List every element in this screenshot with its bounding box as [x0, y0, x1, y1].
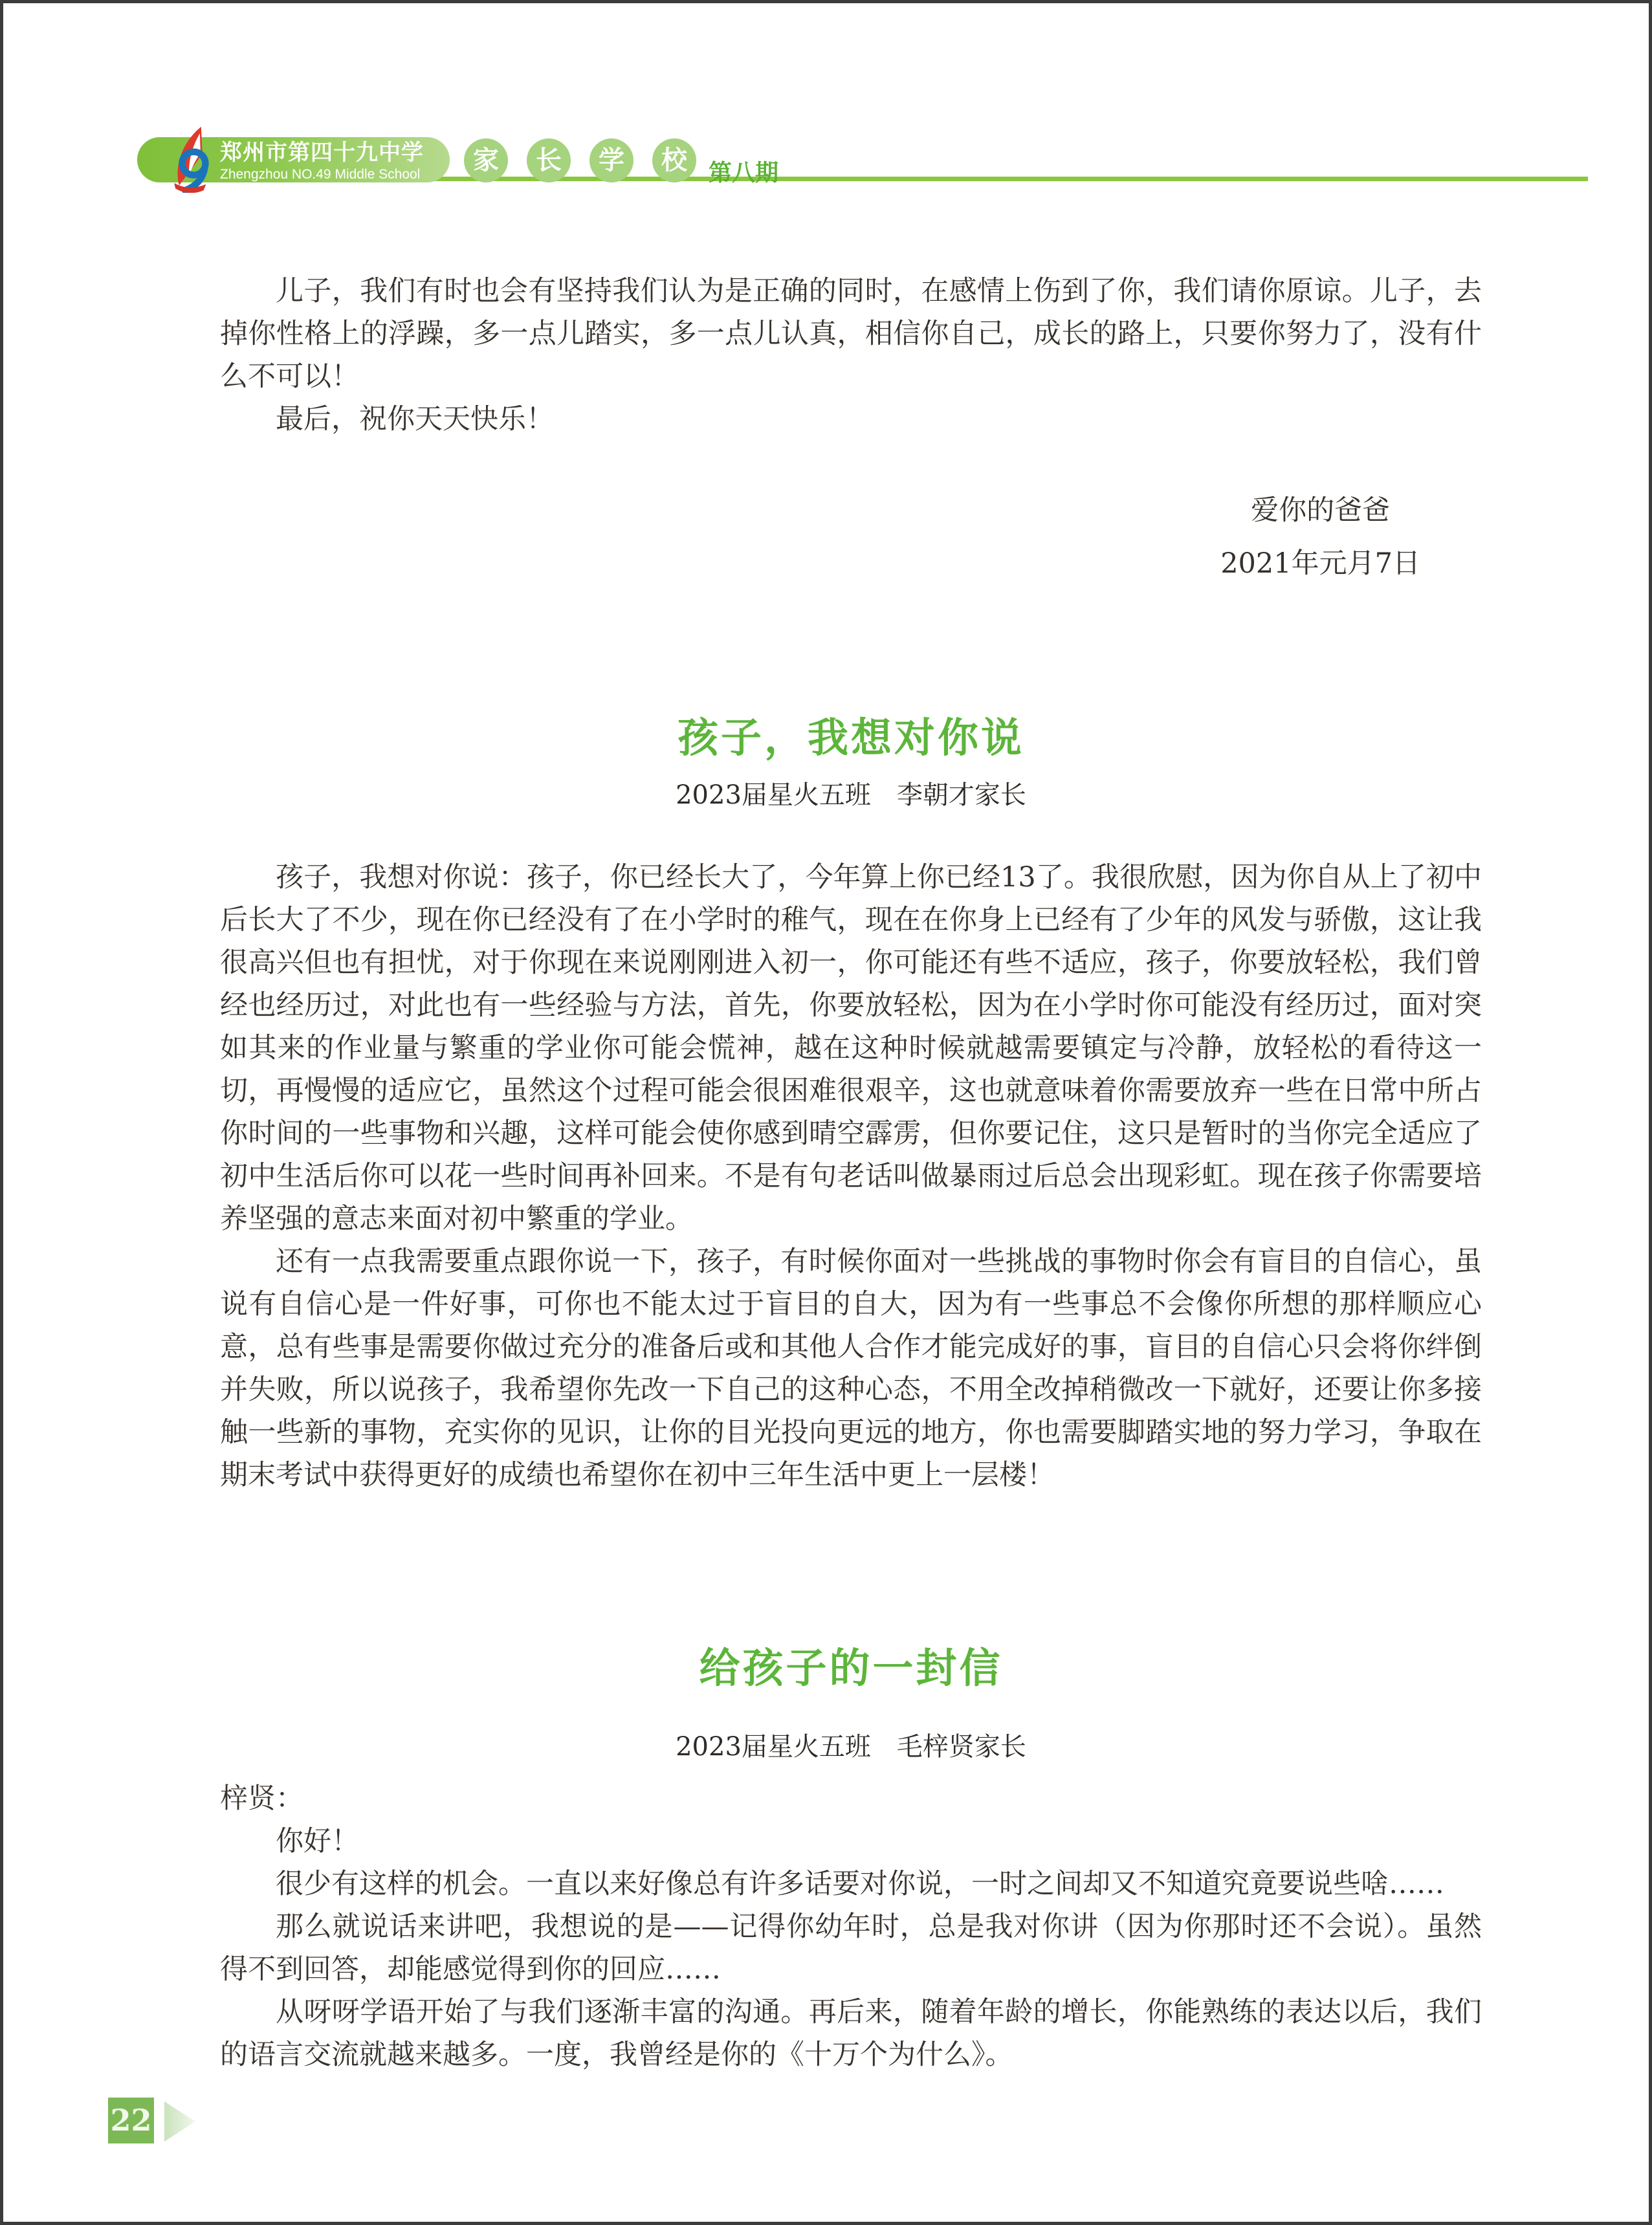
article1-title: 孩子，我想对你说 [677, 714, 1024, 762]
school-name-en: Zhengzhou NO.49 Middle School [220, 167, 421, 182]
letter-salutation: 梓贤： [220, 1782, 303, 1815]
header-rule [391, 177, 1588, 181]
badge-circle-xiao: 校 [652, 138, 696, 182]
letter-paragraph: 那么就说话来讲吧，我想说的是——记得你幼年时，总是我对你讲（因为你那时还不会说）。虽然得不到回答，却能感觉得到你的回应…… [220, 1911, 1482, 1986]
letter-paragraph: 从呀呀学语开始了与我们逐渐丰富的沟通。再后来，随着年龄的增长，你能熟练的表达以后，我们的语言交流就越来越多。一度，我曾经是你的《十万个为什么》。 [220, 1996, 1482, 2071]
school-name-block [220, 142, 424, 181]
header-banner [137, 137, 450, 182]
page-number-badge: 22 [108, 2098, 154, 2143]
signature-date: 2021年元月7日 [1220, 547, 1420, 580]
letter-paragraph: 最后，祝你天天快乐！ [276, 403, 554, 435]
badge-circle-jia: 家 [464, 138, 508, 182]
article2-body [220, 1777, 1482, 2076]
article2-byline: 2023届星火五班 毛梓贤家长 [676, 1732, 1026, 1762]
body-paragraph: 孩子，我想对你说：孩子，你已经长大了，今年算上你已经13了。我很欣慰，因为你自从上了初中后长大了不少，现在你已经没有了在小学时的稚气，现在在你身上已经有了少年的风发与骄傲，这让我很高兴但也有担忧，对于你现在来说刚刚进入初一，你可能还有些不适应，孩子，你要放轻松，我们曾经也经历过，对此也有一些经验与方法，首先，你要放轻松，因为在小学时你可能没有经历过，面对突如其来的作业量与繁重的学业你可能会慌神，越在这种时候就越需要镇定与冷静，放轻松的看待这一切，再慢慢的适应它，虽然这个过程可能会很困难很艰辛，这也就意味着你需要放弃一些在日常中所占你时间的一些事物和兴趣，这样可能会使你感到晴空霹雳，但你要记住，这只是暂时的当你完全适应了初中生活后你可以花一些时间再补回来。不是有句老话叫做暴雨过后总会出现彩虹。现在孩子你需要培养坚强的意志来面对初中繁重的学业。 [220, 861, 1482, 1235]
issue-label: 第八期 [709, 159, 779, 186]
letter-signature-block [1220, 484, 1420, 590]
badge-circle-xue: 学 [589, 138, 633, 182]
page-number-triangle-icon [164, 2101, 195, 2142]
school-name-cn: 郑州市第四十九中学 [220, 140, 424, 165]
letter-paragraph: 你好！ [276, 1825, 359, 1858]
letter-paragraph: 很少有这样的机会。一直以来好像总有许多话要对你说，一时之间却又不知道究竟要说些啥…… [276, 1868, 1444, 1900]
body-paragraph: 还有一点我需要重点跟你说一下，孩子，有时候你面对一些挑战的事物时你会有盲目的自信心，虽说有自信心是一件好事，可你也不能太过于盲目的自大，因为有一些事总不会像你所想的那样顺应心意，总有些事是需要你做过充分的准备后或和其他人合作才能完成好的事，盲目的自信心只会将你绊倒并失败，所以说孩子，我希望你先改一下自己的这种心态，不用全改掉稍微改一下就好，还要让你多接触一些新的事物，充实你的见识，让你的目光投向更远的地方，你也需要脚踏实地的努力学习，争取在期末考试中获得更好的成绩也希望你在初中三年生活中更上一层楼！ [220, 1245, 1482, 1491]
letter-excerpt [220, 270, 1482, 441]
badge-circle-zhang: 长 [527, 138, 571, 182]
sailboat-49-logo-icon [157, 126, 219, 193]
article1-body [220, 856, 1482, 1496]
article2-title: 给孩子的一封信 [699, 1644, 1003, 1692]
letter-paragraph: 儿子，我们有时也会有坚持我们认为是正确的同时，在感情上伤到了你，我们请你原谅。儿子，去掉你性格上的浮躁，多一点儿踏实，多一点儿认真，相信你自己，成长的路上，只要你努力了，没有什么不可以！ [220, 275, 1482, 393]
article1-byline: 2023届星火五班 李朝才家长 [676, 780, 1026, 810]
signature-line: 爱你的爸爸 [1251, 494, 1391, 527]
